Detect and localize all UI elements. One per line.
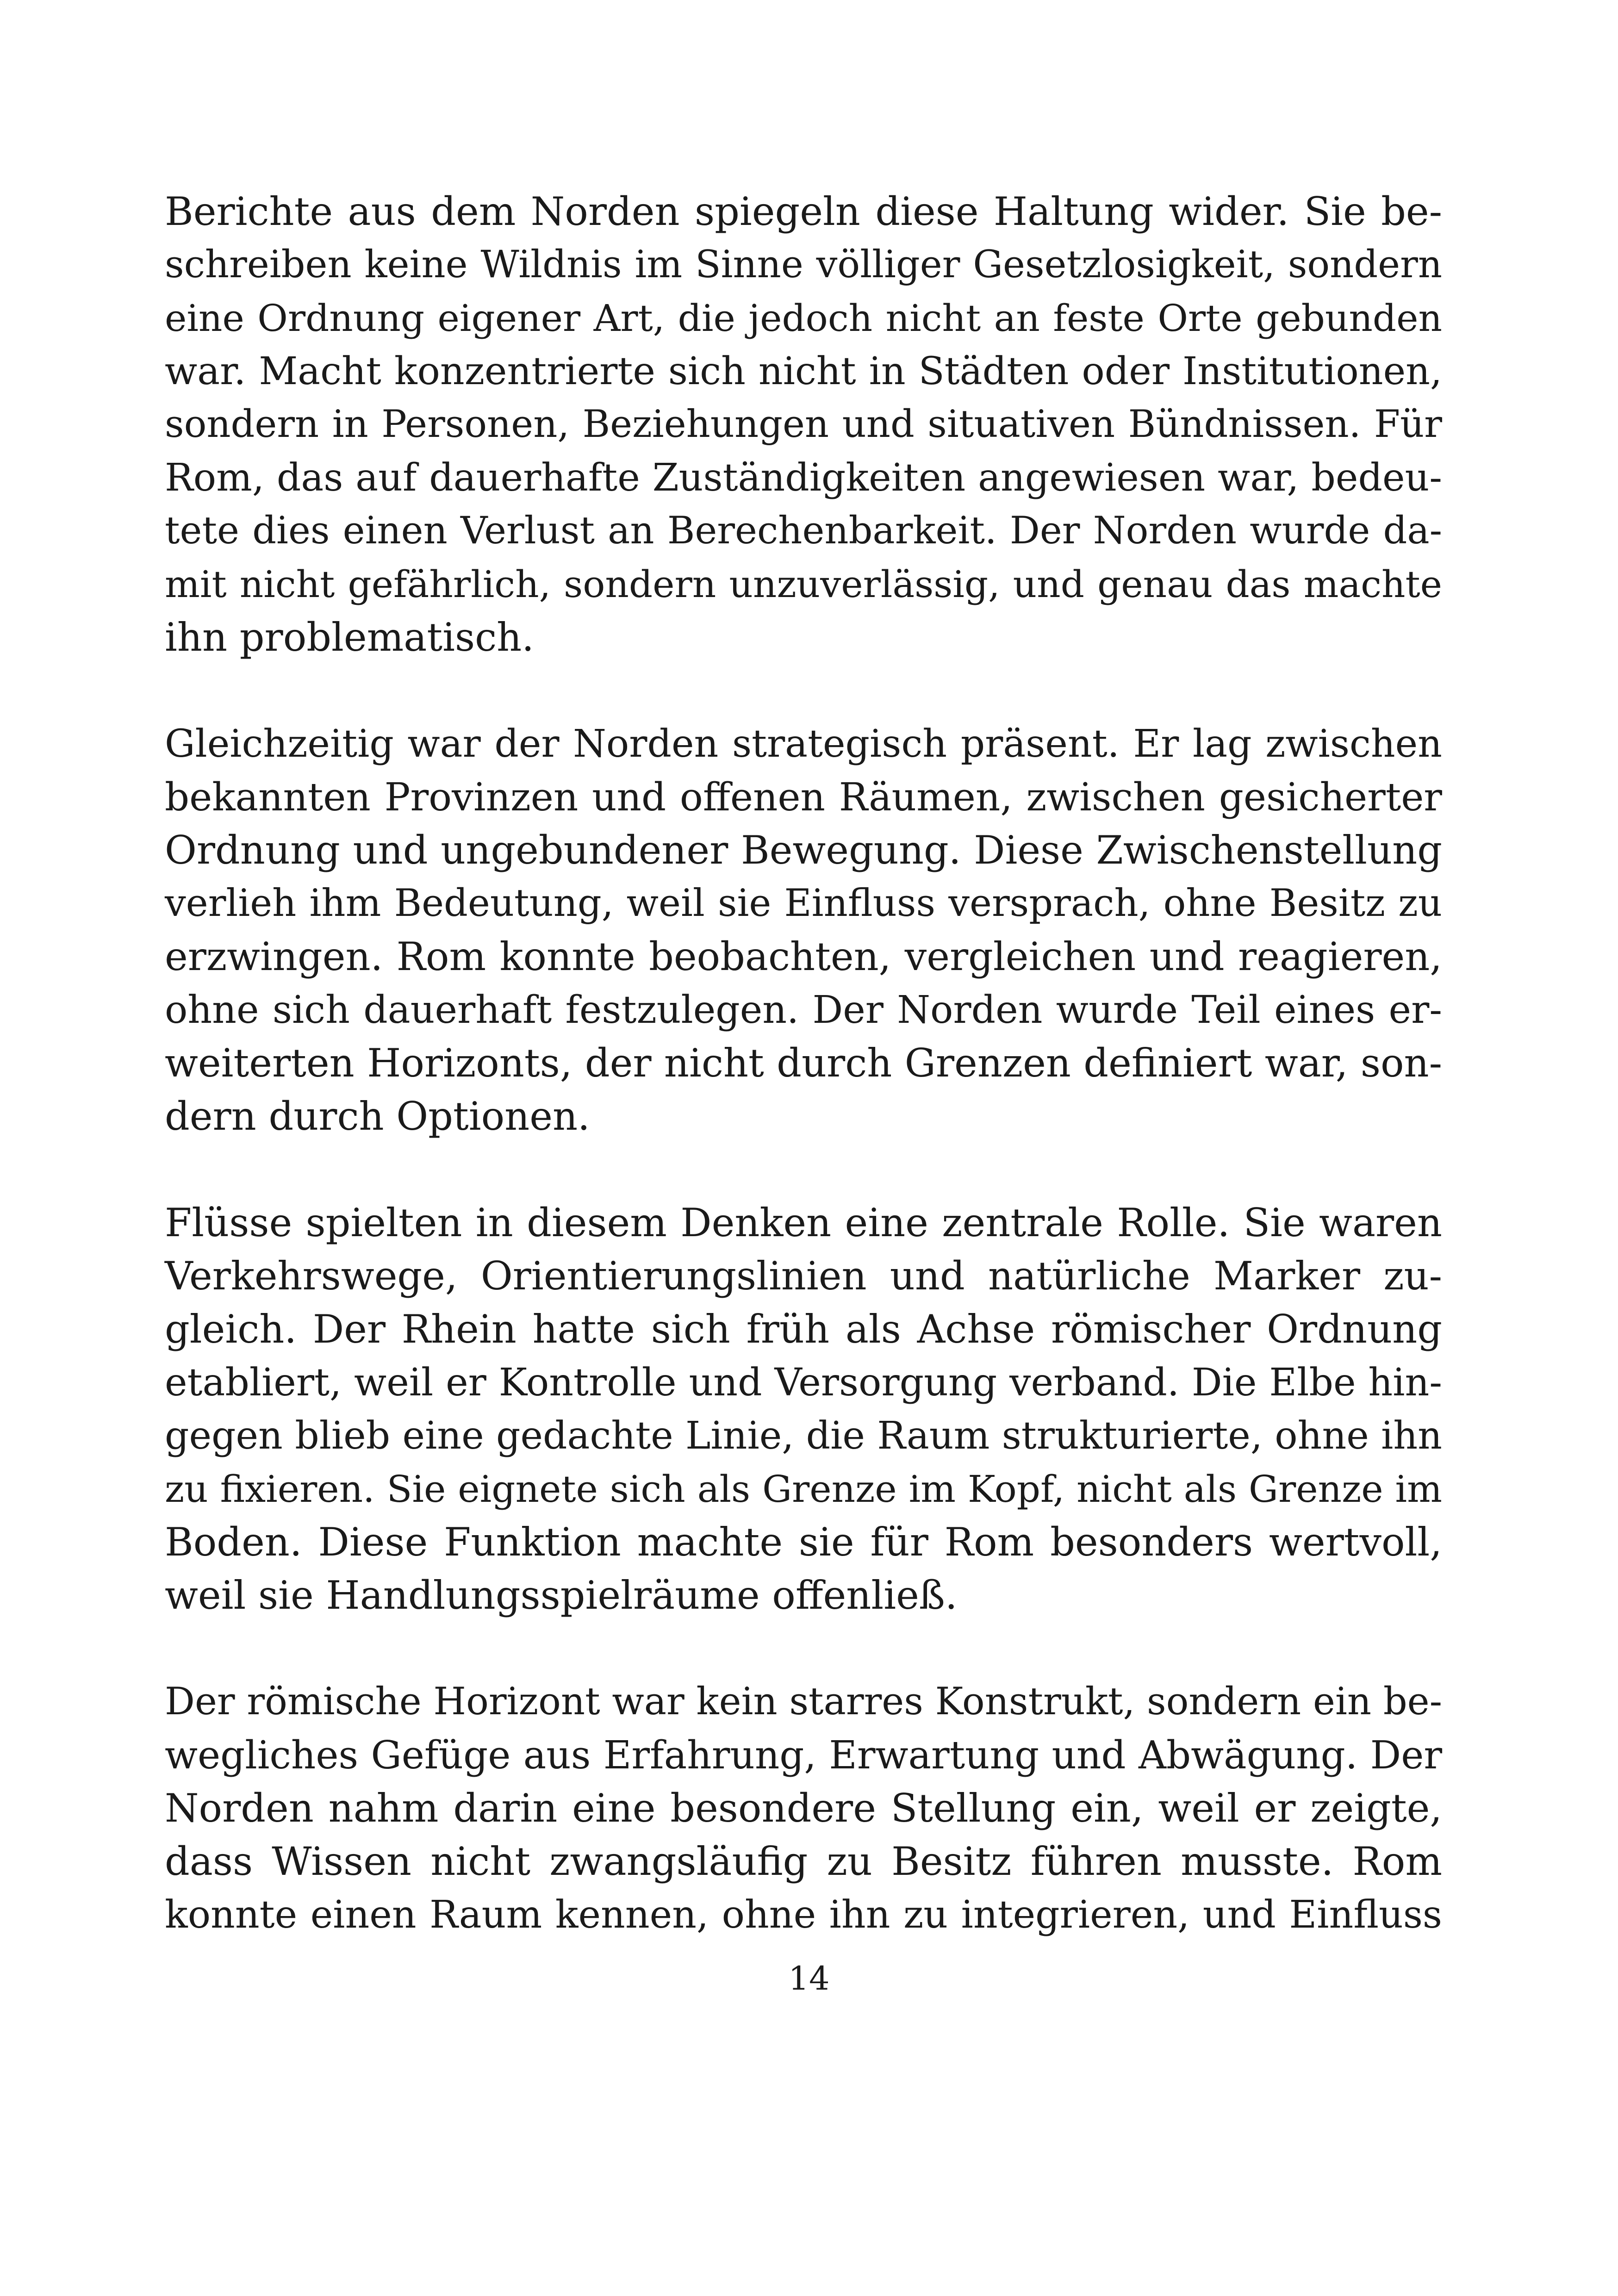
text-line: sondern in Personen, Beziehungen und situativen Bündnissen. Für [165,403,1442,446]
text-line: dass Wissen nicht zwangsläufig zu Besitz führen musste. Rom [165,1839,1442,1884]
text-line: erzwingen. Rom konnte beobachten, vergleichen und reagieren, [165,934,1442,979]
text-line: Flüsse spielten in diesem Denken eine zentrale Rolle. Sie waren [165,1200,1442,1245]
text-line: Verkehrswege, Orientierungslinien und natürliche Marker zu- [165,1253,1442,1299]
text-line: mit nicht gefährlich, sondern unzuverlässig, und genau das machte [165,563,1442,606]
text-line: Ordnung und ungebundener Bewegung. Diese Zwischenstellung [165,828,1442,873]
paragraph-1 [165,185,1442,664]
text-line: Boden. Diese Funktion machte sie für Rom besonders wertvoll, [165,1519,1442,1565]
text-line: konnte einen Raum kennen, ohne ihn zu integrieren, und Einfluss [165,1893,1442,1937]
text-line: gegen blieb eine gedachte Linie, die Raum strukturierte, ohne ihn [165,1414,1442,1458]
text-line: etabliert, weil er Kontrolle und Versorgung verband. Die Elbe hin- [165,1361,1442,1405]
text-line: Berichte aus dem Norden spiegeln diese Haltung wider. Sie be- [165,189,1442,234]
text-line: Rom, das auf dauerhafte Zuständigkeiten angewiesen war, bedeu- [165,456,1442,500]
text-line: Gleichzeitig war der Norden strategisch präsent. Er lag zwischen [165,722,1442,766]
text-line: ihn problematisch. [165,615,534,660]
paragraph-3 [165,1196,1442,1622]
paragraph-2 [165,717,1442,1143]
body-text [165,185,1442,1941]
text-line: schreiben keine Wildnis im Sinne völliger Gesetzlosigkeit, sondern [165,243,1442,286]
paragraph-spacer [165,1622,1442,1675]
paragraph-spacer [165,1143,1442,1196]
text-line: wegliches Gefüge aus Erfahrung, Erwartung und Abwägung. Der [165,1733,1442,1778]
text-line: ohne sich dauerhaft festzulegen. Der Norden wurde Teil eines er- [165,988,1442,1032]
text-line: verlieh ihm Bedeutung, weil sie Einfluss versprach, ohne Besitz zu [165,882,1442,925]
text-line: weiterten Horizonts, der nicht durch Grenzen definiert war, son- [165,1040,1442,1086]
text-line: tete dies einen Verlust an Berechenbarkeit. Der Norden wurde da- [165,509,1442,553]
text-line: war. Macht konzentrierte sich nicht in Städten oder Institutionen, [165,349,1442,393]
paragraph-spacer [165,664,1442,717]
page-number: 14 [788,1960,830,1997]
text-line: bekannten Provinzen und offenen Räumen, zwischen gesicherter [165,775,1442,820]
paragraph-4 [165,1675,1442,1941]
text-line: Der römische Horizont war kein starres Konstrukt, sondern ein be- [165,1680,1442,1724]
text-line: dern durch Optionen. [165,1094,590,1139]
text-line: weil sie Handlungsspielräume offenließ. [165,1573,958,1618]
text-line: zu fixieren. Sie eignete sich als Grenze im Kopf, nicht als Grenze im [165,1468,1442,1511]
text-line: gleich. Der Rhein hatte sich früh als Achse römischer Ordnung [165,1307,1442,1352]
text-line: eine Ordnung eigener Art, die jedoch nicht an feste Orte gebunden [165,297,1442,340]
text-line: Norden nahm darin eine besondere Stellung ein, weil er zeigte, [165,1786,1442,1831]
